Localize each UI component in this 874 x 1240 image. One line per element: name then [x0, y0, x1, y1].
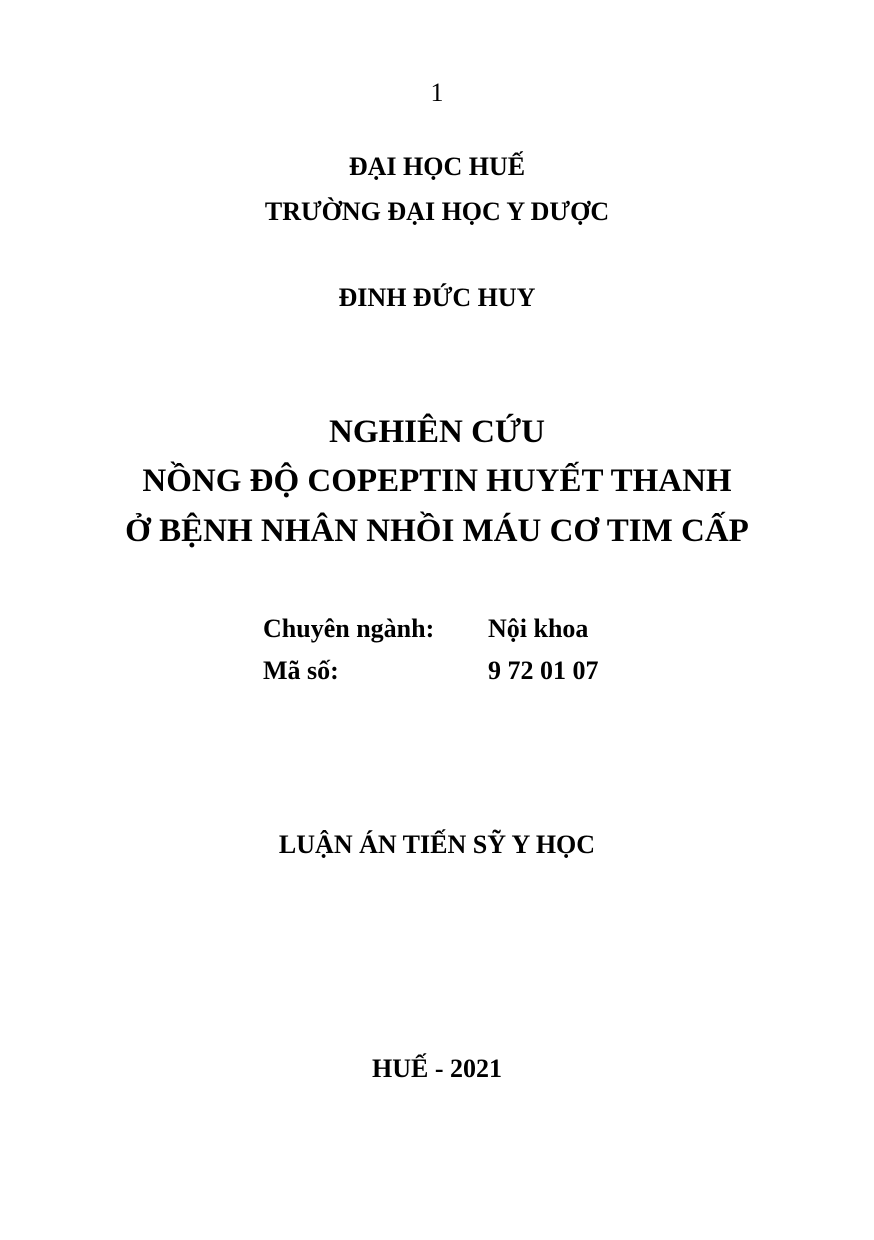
specialty-label: Chuyên ngành: [263, 614, 435, 643]
degree-title: LUẬN ÁN TIẾN SỸ Y HỌC [278, 830, 596, 859]
place-and-year: HUẾ - 2021 [372, 1054, 502, 1083]
faculty-name: TRƯỜNG ĐẠI HỌC Y DƯỢC [264, 197, 610, 226]
specialty-value: Nội khoa [488, 614, 589, 643]
page-number: 1 [430, 78, 444, 107]
code-label: Mã số: [263, 656, 339, 685]
thesis-title-line-3: Ở BỆNH NHÂN NHỒI MÁU CƠ TIM CẤP [125, 513, 749, 549]
thesis-title-line-1: NGHIÊN CỨU [328, 414, 546, 450]
university-name: ĐẠI HỌC HUẾ [348, 152, 526, 181]
code-value: 9 72 01 07 [488, 656, 599, 685]
author-name: ĐINH ĐỨC HUY [338, 283, 536, 312]
thesis-title-line-2: NỒNG ĐỘ COPEPTIN HUYẾT THANH [142, 463, 732, 499]
